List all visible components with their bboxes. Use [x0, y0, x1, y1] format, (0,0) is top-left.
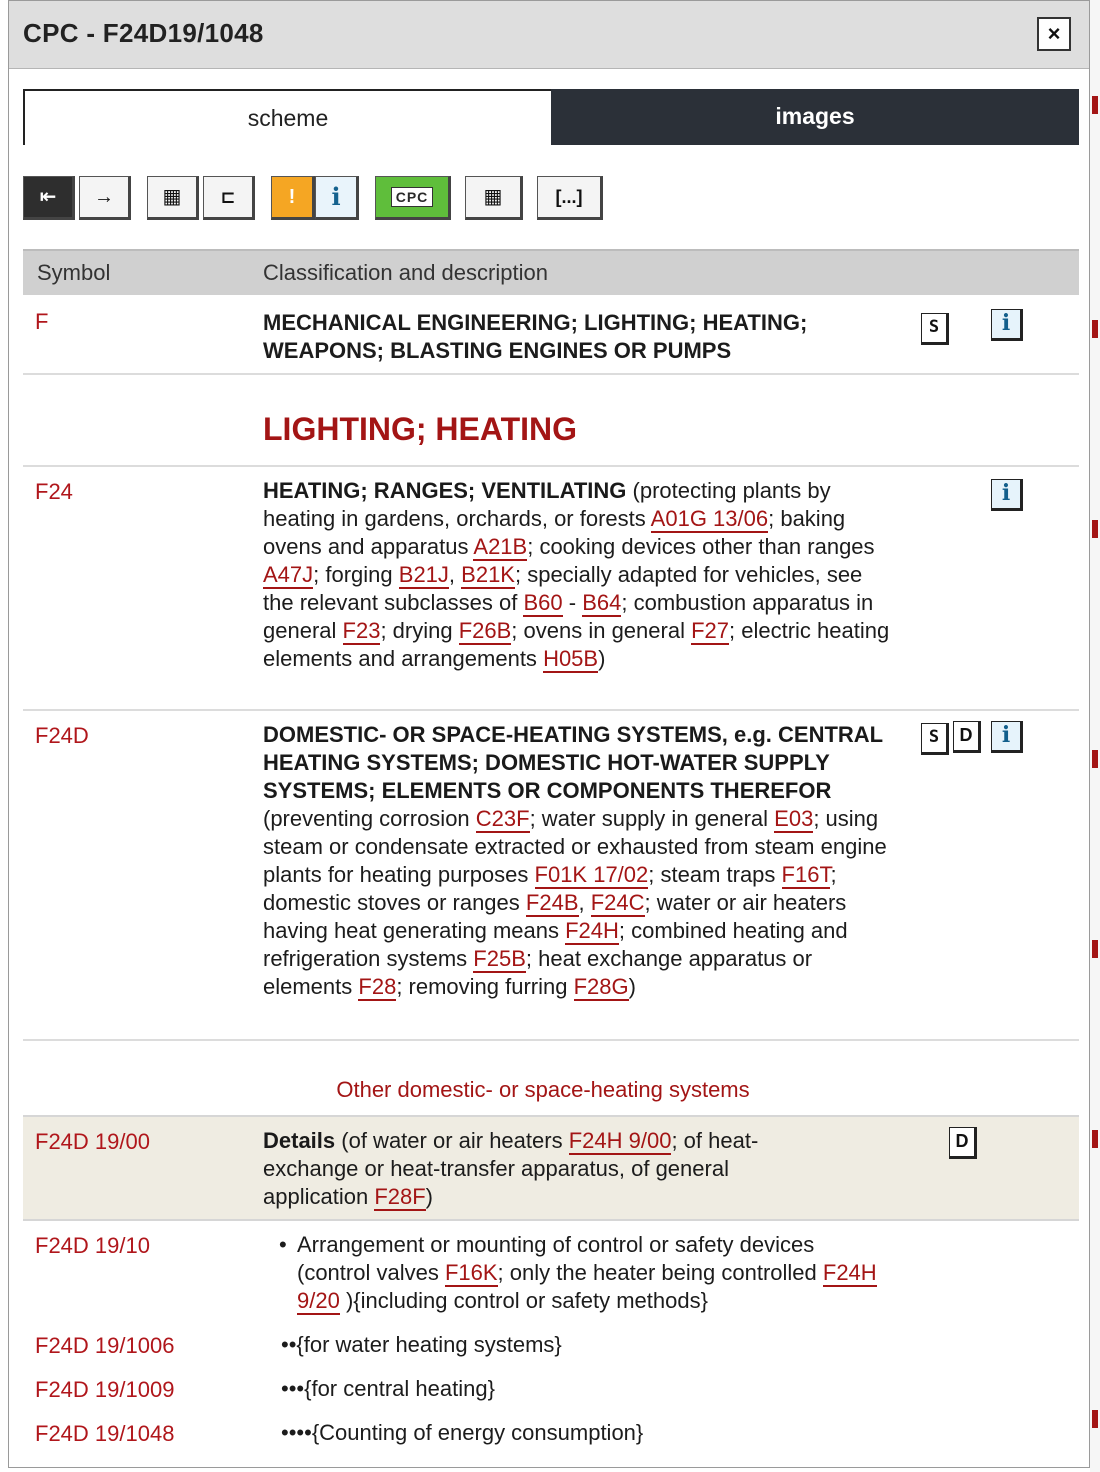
text: ; combustion apparatus in general — [263, 590, 874, 643]
indent-bullet: ••• — [281, 1376, 305, 1401]
expand-icon[interactable]: [...] — [537, 176, 603, 220]
symbol-link[interactable]: F24D 19/1006 — [35, 1333, 175, 1358]
tab-scheme[interactable]: scheme — [23, 89, 551, 145]
table-row-f24d-19-1048 — [23, 1413, 1079, 1457]
tab-bar — [23, 89, 1079, 145]
symbol-link[interactable]: F24D 19/00 — [35, 1129, 150, 1154]
indent-bullet: • — [279, 1232, 287, 1257]
symbol-link[interactable]: F24 — [35, 479, 73, 504]
info-icon[interactable]: i — [991, 479, 1023, 511]
text: {for water heating systems} — [296, 1332, 562, 1357]
row-description — [281, 1419, 911, 1447]
cpc-dialog — [8, 0, 1090, 1468]
symbol-link[interactable]: F24D 19/10 — [35, 1233, 150, 1258]
text: ; forging — [313, 562, 399, 587]
cpc-button-label: CPC — [391, 187, 434, 207]
row-description — [263, 477, 893, 673]
classification-table — [23, 249, 1079, 1446]
row-title: Details — [263, 1128, 336, 1153]
text: ) — [628, 974, 636, 999]
text: (of water or air heaters — [335, 1128, 569, 1153]
close-button[interactable]: × — [1037, 17, 1071, 51]
table-header — [23, 249, 1079, 295]
reference-link[interactable]: A01G 13/06 — [650, 506, 769, 531]
dialog-titlebar — [9, 1, 1089, 69]
text: ; drying — [380, 618, 459, 643]
indent-bullet: •• — [281, 1332, 297, 1357]
text: , — [448, 562, 462, 587]
row-description — [263, 721, 893, 1001]
reference-link[interactable]: C23F — [475, 806, 530, 831]
reference-link[interactable]: B60 — [523, 590, 563, 615]
reference-link[interactable]: F23 — [342, 618, 381, 643]
text: ; water supply in general — [529, 806, 775, 831]
row-description — [279, 1231, 891, 1315]
subsection-heading: Other domestic- or space-heating systems — [336, 1077, 750, 1102]
row-title: HEATING; RANGES; VENTILATING — [263, 478, 627, 503]
symbol-link[interactable]: F24D 19/1048 — [35, 1421, 175, 1446]
subsection-heading-row — [23, 1041, 1079, 1117]
reference-link[interactable]: F24H 9/00 — [568, 1128, 672, 1153]
text: {Counting of energy consumption} — [311, 1420, 644, 1445]
text: ; water or air heaters having heat generating means — [263, 890, 847, 943]
text: {for central heating} — [304, 1376, 495, 1401]
dialog-title: CPC - F24D19/1048 — [23, 18, 264, 48]
s-icon[interactable]: S — [921, 723, 949, 755]
reference-link[interactable]: F28G — [573, 974, 629, 999]
text: ; domestic stoves or ranges — [263, 862, 837, 915]
text: Arrangement or mounting of control or safety devices (control valves — [297, 1232, 815, 1285]
reference-link[interactable]: F25B — [473, 946, 526, 971]
symbol-link[interactable]: F24D 19/1009 — [35, 1377, 175, 1402]
reference-link[interactable]: F16T — [781, 862, 831, 887]
reference-link[interactable]: A47J — [263, 562, 314, 587]
tree-view-icon[interactable]: ⊏ — [203, 176, 255, 220]
table-row-f24d-19-1006 — [23, 1325, 1079, 1369]
grid-view-icon[interactable]: ▦ — [147, 176, 199, 220]
table-row-f — [23, 295, 1079, 375]
text: ; cooking devices other than ranges — [527, 534, 875, 559]
text: (preventing corrosion — [263, 806, 476, 831]
warning-icon[interactable]: ! — [271, 176, 315, 220]
reference-link[interactable]: F26B — [458, 618, 512, 643]
reference-link[interactable]: F27 — [691, 618, 729, 643]
text: ; of heat-exchange or heat-transfer apparatus, of general application — [263, 1128, 759, 1209]
symbol-link[interactable]: F24D — [35, 723, 89, 748]
text: ; baking ovens and apparatus — [263, 506, 846, 559]
text: ){including control or safety methods} — [339, 1288, 708, 1313]
d-icon[interactable]: D — [953, 721, 981, 753]
text: ; combined heating and refrigeration systems — [263, 918, 848, 971]
table-row-f24d-19-1009 — [23, 1369, 1079, 1413]
info-icon[interactable]: i — [991, 309, 1023, 341]
reference-link[interactable]: F28 — [358, 974, 397, 999]
header-description: Classification and description — [263, 260, 548, 285]
table-row-f24 — [23, 467, 1079, 711]
symbol-link[interactable]: F — [35, 309, 49, 334]
reference-link[interactable]: A21B — [473, 534, 528, 559]
reference-link[interactable]: F24B — [525, 890, 579, 915]
reference-link[interactable]: H05B — [543, 646, 599, 671]
reference-link[interactable]: B64 — [582, 590, 622, 615]
table-row-f24d-19-00 — [23, 1117, 1079, 1221]
background-page-strip — [1090, 0, 1100, 1472]
section-heading-row — [23, 375, 1079, 467]
text: ) — [598, 646, 606, 671]
text: ) — [425, 1184, 433, 1209]
reference-link[interactable]: F24H — [565, 918, 619, 943]
reference-link[interactable]: F24H 9/20 — [297, 1260, 877, 1313]
text: ; only the heater being controlled — [497, 1260, 823, 1285]
text: (protecting plants by heating in gardens, orchards, or forests — [263, 478, 831, 531]
reference-link[interactable]: E03 — [774, 806, 814, 831]
text: ; ovens in general — [511, 618, 692, 643]
text: - — [562, 590, 583, 615]
s-icon[interactable]: S — [921, 313, 949, 345]
text: ; steam traps — [648, 862, 782, 887]
indent-bullet: •••• — [281, 1420, 312, 1445]
d-icon[interactable]: D — [949, 1127, 977, 1159]
first-page-icon[interactable]: ⇤ — [23, 176, 75, 220]
reference-link[interactable]: F01K 17/02 — [534, 862, 649, 887]
tab-images[interactable]: images — [551, 89, 1079, 145]
text: ; electric heating elements and arrangements — [263, 618, 890, 671]
next-arrow-icon[interactable]: → — [79, 176, 131, 220]
row-description — [281, 1331, 911, 1359]
text: , — [578, 890, 591, 915]
reference-link[interactable]: B21K — [461, 562, 515, 587]
text: ; using steam or condensate extracted or exhausted from steam engine plants for heating purposes — [263, 806, 887, 887]
info-icon[interactable]: i — [315, 176, 359, 220]
text: ; heat exchange apparatus or elements — [263, 946, 813, 999]
header-symbol: Symbol — [37, 260, 111, 285]
info-icon[interactable]: i — [991, 721, 1023, 753]
text: ; specially adapted for vehicles, see the relevant subclasses of — [263, 562, 863, 615]
reference-link[interactable]: F16K — [444, 1260, 498, 1285]
reference-link[interactable]: B21J — [398, 562, 449, 587]
table-icon[interactable]: ▦ — [465, 176, 523, 220]
row-title: DOMESTIC- OR SPACE-HEATING SYSTEMS, e.g. CENTRAL HEATING SYSTEMS; DOMESTIC HOT-WATER SUPPLY SYSTEMS; ELEMENTS OR COMPONENTS THEREFOR — [263, 722, 883, 803]
reference-link[interactable]: F28F — [374, 1184, 426, 1209]
table-row-f24d — [23, 711, 1079, 1041]
row-description — [281, 1375, 911, 1403]
section-heading: LIGHTING; HEATING — [263, 411, 578, 447]
row-title: MECHANICAL ENGINEERING; LIGHTING; HEATING; WEAPONS; BLASTING ENGINES OR PUMPS — [263, 310, 808, 363]
reference-link[interactable]: F24C — [590, 890, 645, 915]
table-row-f24d-19-10 — [23, 1221, 1079, 1325]
text: ; removing furring — [396, 974, 574, 999]
cpc-button[interactable] — [375, 176, 451, 220]
row-description — [263, 1127, 823, 1211]
